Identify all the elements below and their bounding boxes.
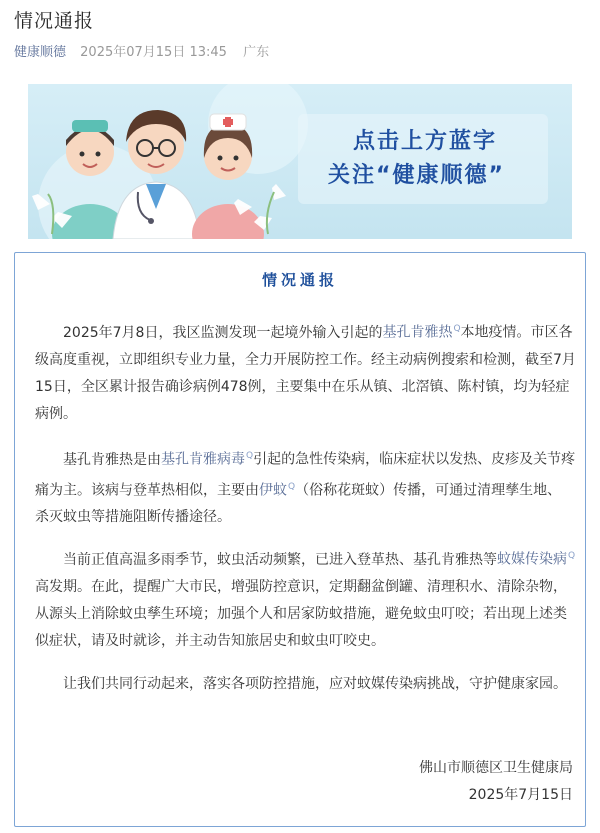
paragraph-line: 高发期。在此，提醒广大市民，增强防控意识，定期翻盆倒罐、清理积水、清除杂物， [35, 578, 567, 595]
notice-card [14, 252, 586, 827]
paragraph-line: 级高度重视，立即组织专业力量，全力开展防控工作。经主动病例搜索和检测，截至7月 [35, 351, 576, 368]
paragraph-line [35, 543, 575, 574]
notice-paragraph-1 [35, 316, 575, 428]
search-icon[interactable]: Q [288, 481, 296, 492]
paragraph-text: 痛为主。该病与登革热相似，主要由 [35, 482, 259, 499]
paragraph-line: 杀灭蚊虫等措施阻断传播途径。 [35, 509, 231, 526]
paragraph-text: 基孔肯雅热是由 [63, 451, 161, 468]
keyword-link-mosquito-borne-disease[interactable]: 蚊媒传染病 [497, 551, 567, 568]
banner-text-line2: 关注“健康顺德” [328, 163, 505, 188]
article-title: 情况通报 [14, 10, 95, 32]
search-icon[interactable]: Q [246, 451, 254, 461]
paragraph-text: 当前正值高温多雨季节，蚊虫活动频繁，已进入登革热、基孔肯雅热等 [63, 551, 497, 568]
paragraph-text: 本地疫情。市区各 [460, 324, 573, 341]
signature-organization: 佛山市顺德区卫生健康局 [419, 760, 573, 776]
account-name-link[interactable]: 健康顺德 [14, 45, 67, 60]
paragraph-line: 似症状，请及时就诊，并主动告知旅居史和蚊虫叮咬史。 [35, 632, 385, 649]
article-meta [14, 41, 269, 60]
keyword-link-aedes[interactable]: 伊蚊 [259, 482, 287, 499]
notice-paragraph-3 [35, 543, 575, 655]
publish-date: 2025年07月15日 13:45 [80, 45, 227, 60]
paragraph-text: （俗称花斑蚊）传播，可通过清理孳生地、 [295, 482, 562, 499]
notice-heading: 情况通报 [261, 271, 338, 289]
banner-text-line1: 点击上方蓝字 [353, 129, 498, 154]
notice-paragraph-4 [35, 671, 575, 698]
follow-banner-image[interactable] [28, 84, 572, 239]
paragraph-text: 2025年7月8日，我区监测发现一起境外输入引起的 [63, 324, 383, 341]
paragraph-line [35, 316, 575, 347]
notice-paragraph-2 [35, 443, 575, 531]
keyword-link-chikungunya[interactable]: 基孔肯雅热 [382, 324, 453, 341]
keyword-link-chikungunya-virus[interactable]: 基孔肯雅病毒 [161, 451, 245, 468]
paragraph-line: 从源头上消除蚊虫孳生环境；加强个人和居家防蚊措施，避免蚊虫叮咬；若出现上述类 [35, 605, 567, 622]
paragraph-line: 15日，全区累计报告确诊病例478例，主要集中在乐从镇、北滘镇、陈村镇，均为轻症 [35, 378, 570, 395]
paragraph-line: 病例。 [35, 405, 77, 422]
publish-location: 广东 [243, 45, 270, 60]
paragraph-line [35, 474, 575, 505]
search-icon[interactable]: Q [453, 324, 461, 334]
paragraph-line: 让我们共同行动起来，落实各项防控措施，应对蚊媒传染病挑战，守护健康家园。 [63, 676, 567, 692]
paragraph-line [35, 443, 575, 474]
paragraph-text: 引起的急性传染病，临床症状以发热、皮疹及关节疼 [253, 451, 576, 468]
signature-date: 2025年7月15日 [468, 787, 573, 803]
search-icon[interactable]: Q [568, 551, 576, 561]
